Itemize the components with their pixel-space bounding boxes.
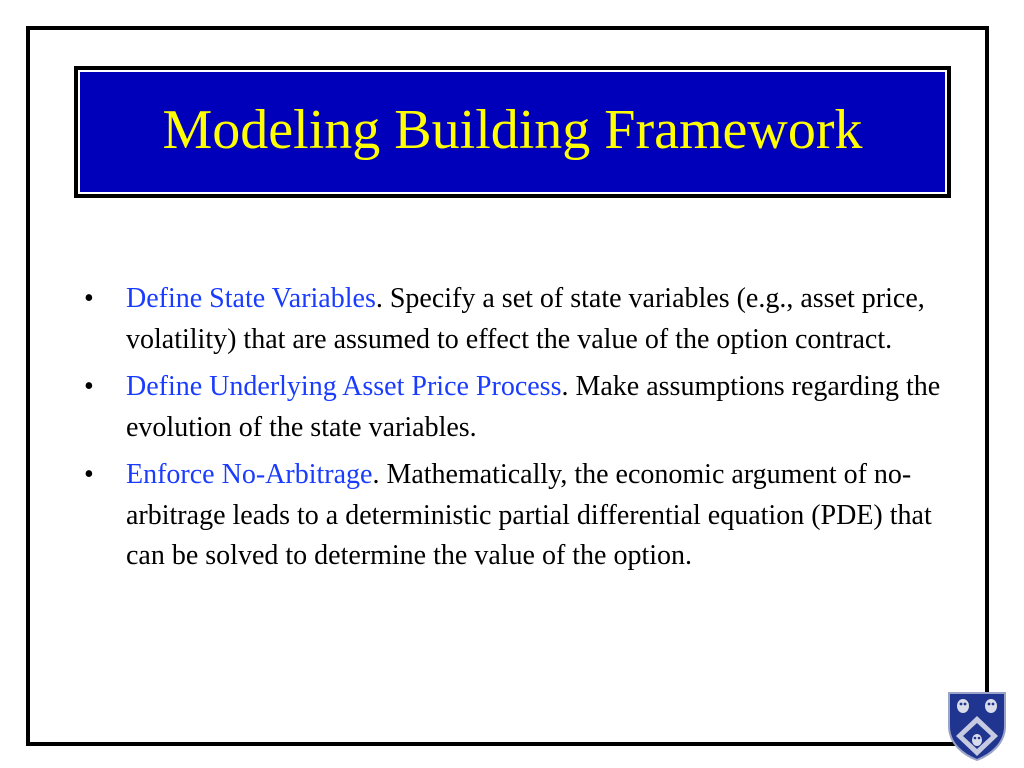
slide-title: Modeling Building Framework xyxy=(162,99,863,161)
bullet-item xyxy=(82,367,942,448)
bullet-item xyxy=(82,279,942,360)
bullet-term: Define State Variables xyxy=(126,283,376,314)
university-shield-crest-icon xyxy=(946,690,1008,762)
bullet-text: . Specify a set of state variables (e.g., asset price, volatility) that are assumed to effect the value of the option contract. xyxy=(126,283,925,355)
bullet-item xyxy=(82,455,942,577)
bullet-marker: • xyxy=(84,371,94,402)
bullet-list xyxy=(82,279,942,584)
bullet-term: Define Underlying Asset Price Process xyxy=(126,371,562,402)
title-banner xyxy=(75,67,950,197)
bullet-term: Enforce No-Arbitrage xyxy=(126,459,373,490)
bullet-marker: • xyxy=(84,459,94,490)
bullet-text: . Mathematically, the economic argument of no-arbitrage leads to a deterministic partial differential equation (PDE) that can be solved to determine the value of the option. xyxy=(126,459,932,571)
bullet-marker: • xyxy=(84,283,94,314)
bullet-text: . Make assumptions regarding the evolution of the state variables. xyxy=(126,371,941,443)
